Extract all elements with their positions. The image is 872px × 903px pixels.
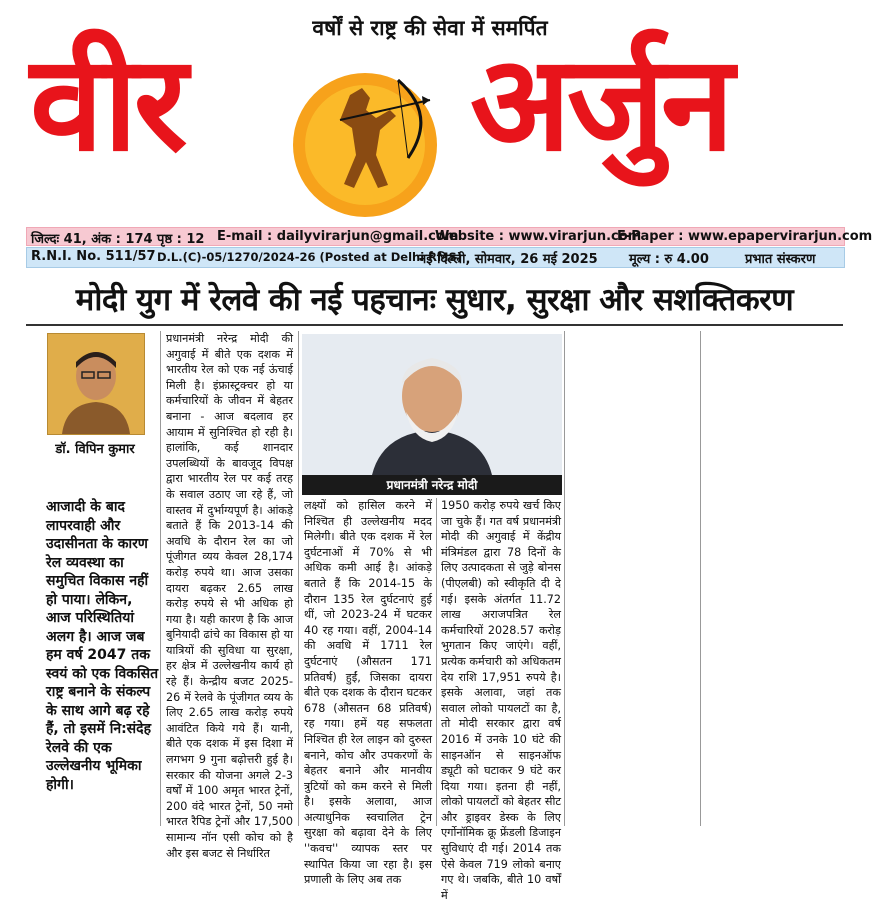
column-divider	[298, 331, 299, 826]
author-photo	[47, 333, 145, 435]
rni-number: R.N.I. No. 511/57	[31, 249, 156, 264]
pull-quote: आजादी के बाद लापरवाही और उदासीनता के कारण रेल व्यवस्था का समुचित विकास नहीं हो पाया। लेकिन, आज परिस्थितियां अलग है। आज जब हम वर्ष 2047 तक स्वयं को एक विकसित राष्ट्र बनाने के संकल्प के साथ आगे बढ़ रहे हैं, तो इसमें नि:संदेह रेलवे की एक उल्लेखनीय भूमिका होगी।	[46, 499, 159, 793]
column-divider	[160, 331, 161, 826]
brand-logo-right: अर्जुन	[470, 26, 731, 181]
headline-rule	[26, 324, 843, 326]
author-name: डॉ. विपिन कुमार	[55, 442, 135, 457]
column-divider	[700, 331, 701, 826]
email-link[interactable]: E-mail : dailyvirarjun@gmail.com	[217, 229, 459, 244]
photo-caption: प्रधानमंत्री नरेन्द्र मोदी	[302, 475, 562, 495]
dl-number: D.L.(C)-05/1270/2024-26 (Posted at Delhi RMS)	[157, 250, 463, 264]
article-photo	[302, 334, 562, 475]
article-column: लक्ष्यों को हासिल करने में निश्चित ही उल्लेखनीय मदद मिलेगी। बीते एक दशक में रेल दुर्घटनाओं में 70% से भी अधिक कमी आई है। आंकड़े बताते हैं कि 2014-15 के दौरान 135 रेल दुर्घटनाएं हुई थीं, जो 2023-24 में घटकर 40 रह गया। वहीं, 2004-14 की अवधि में 1711 रेल दुर्घटनाएं (औसतन 171 प्रतिवर्ष) हुईं, जिसका दायरा बीते एक दशक के दौरान घटकर 678 (औसतन 68 प्रतिवर्ष) रह गया। हमें यह सफलता निश्चित ही रेल लाइन को दुरुस्त बनाने, कोच और उपकरणों के बेहतर बनाने और मानवीय त्रुटियों को कम करने से मिली है। इसके अलावा, आज अत्याधुनिक स्वचालित ट्रेन सुरक्षा को बढ़ावा देने के लिए ''कवच'' व्यापक स्तर पर स्थापित किया जा रहा है। इस प्रणाली के लिए अब तक	[304, 499, 432, 887]
volume-info: जिल्दः 41, अंक : 174 पृष्ठ : 12	[31, 232, 205, 247]
article-column: 1950 करोड़ रुपये खर्च किए जा चुके हैं। गत वर्ष प्रधानमंत्री मोदी की अगुवाई में केंद्रीय मंत्रिमंडल द्वारा 78 दिनों के लिए उत्पादकता से जुड़े बोनस (पीएलबी) को स्वीकृति दी दे गई। इसके अंतर्गत 11.72 लाख अराजपत्रित रेल कर्मचारियों 2028.57 करोड़ भुगतान किए जाएंगे। वहीं, प्रत्येक कर्मचारी को अधिकतम देय राशि 17,951 रुपये है। इसके अलावा, जहां तक सवाल लोको पायलटों का है, तो मोदी सरकार द्वारा वर्ष 2016 में उनके 10 घंटे की साइनऑन से साइनऑफ ड्यूटी को घटाकर 9 घंटे कर दिया गया। इतना ही नहीं, लोको पायलटों को बेहतर सीट और ड्राइवर डेस्क के लिए एर्गोनॉमिक क्रू फ्रेंडली डिजाइन सुविधाएं दी गई। 2014 तक ऐसे केवल 719 लोको बनाए गए थे। जबकि, बीते 10 वर्षों में	[441, 499, 561, 902]
archer-icon	[280, 60, 450, 220]
article-headline: मोदी युग में रेलवे की नई पहचानः सुधार, सुरक्षा और सशक्तिकरण	[75, 282, 794, 318]
brand-logo-left: वीर	[30, 26, 184, 181]
epaper-link[interactable]: E-Paper : www.epapervirarjun.com	[617, 229, 872, 244]
info-bar	[26, 227, 872, 247]
dateline: नई दिल्ली, सोमवार, 26 मई 2025	[419, 252, 598, 267]
website-link[interactable]: Website : www.virarjun.com	[435, 229, 642, 244]
column-divider	[564, 331, 565, 826]
price: मूल्य : रु 4.00	[629, 252, 709, 267]
column-divider	[436, 498, 437, 826]
edition: प्रभात संस्करण	[745, 252, 816, 267]
masthead-tagline: वर्षों से राष्ट्र की सेवा में समर्पित	[312, 16, 548, 40]
registration-bar	[26, 247, 845, 268]
article-column: प्रधानमंत्री नरेन्द्र मोदी की अगुवाई में बीते एक दशक में भारतीय रेल को एक नई ऊंचाई मिली है। इंफ्रास्ट्रक्चर हो या कर्मचारियों के जीवन में बेहतर बनाना - आज बदलाव हर आयाम में सुनिश्चित हो रही है। हालांकि, कई शानदार उपलब्धियों के बावजूद विपक्ष द्वारा भारतीय रेल पर कई तरह के सवाल उठाए जा रहे हैं, जो वास्तव में दुर्भाग्यपूर्ण है। आंकड़े बताते हैं कि 2013-14 की अवधि के दौरान रेल का जो पूंजीगत व्यय केवल 28,174 करोड़ रुपये था। आज उसका दायरा बढ़कर 2.65 लाख करोड़ रुपये से भी अधिक हो गया है। यही कारण है कि आज बुनियादी ढांचे का विकास हो या यात्रियों की सुविधा या सुरक्षा, हर क्षेत्र में उल्लेखनीय कार्य हो रहे हैं। केन्द्रीय बजट 2025-26 में रेलवे के पूंजीगत व्यय के लिए 2.65 लाख करोड़ रुपये आवंटित किये गये हैं। यानी, बीते एक दशक में इस दिशा में लगभग 9 गुना बढ़ोत्तरी हुई है। सरकार की योजना अगले 2-3 वर्षों में 100 अमृत भारत ट्रेनों, 200 वंदे भारत ट्रेनों, 50 नमो भारत रैपिड ट्रेनों और 17,500 सामान्य नॉन एसी कोच को है और इस बजट से निर्धारित	[166, 332, 293, 860]
